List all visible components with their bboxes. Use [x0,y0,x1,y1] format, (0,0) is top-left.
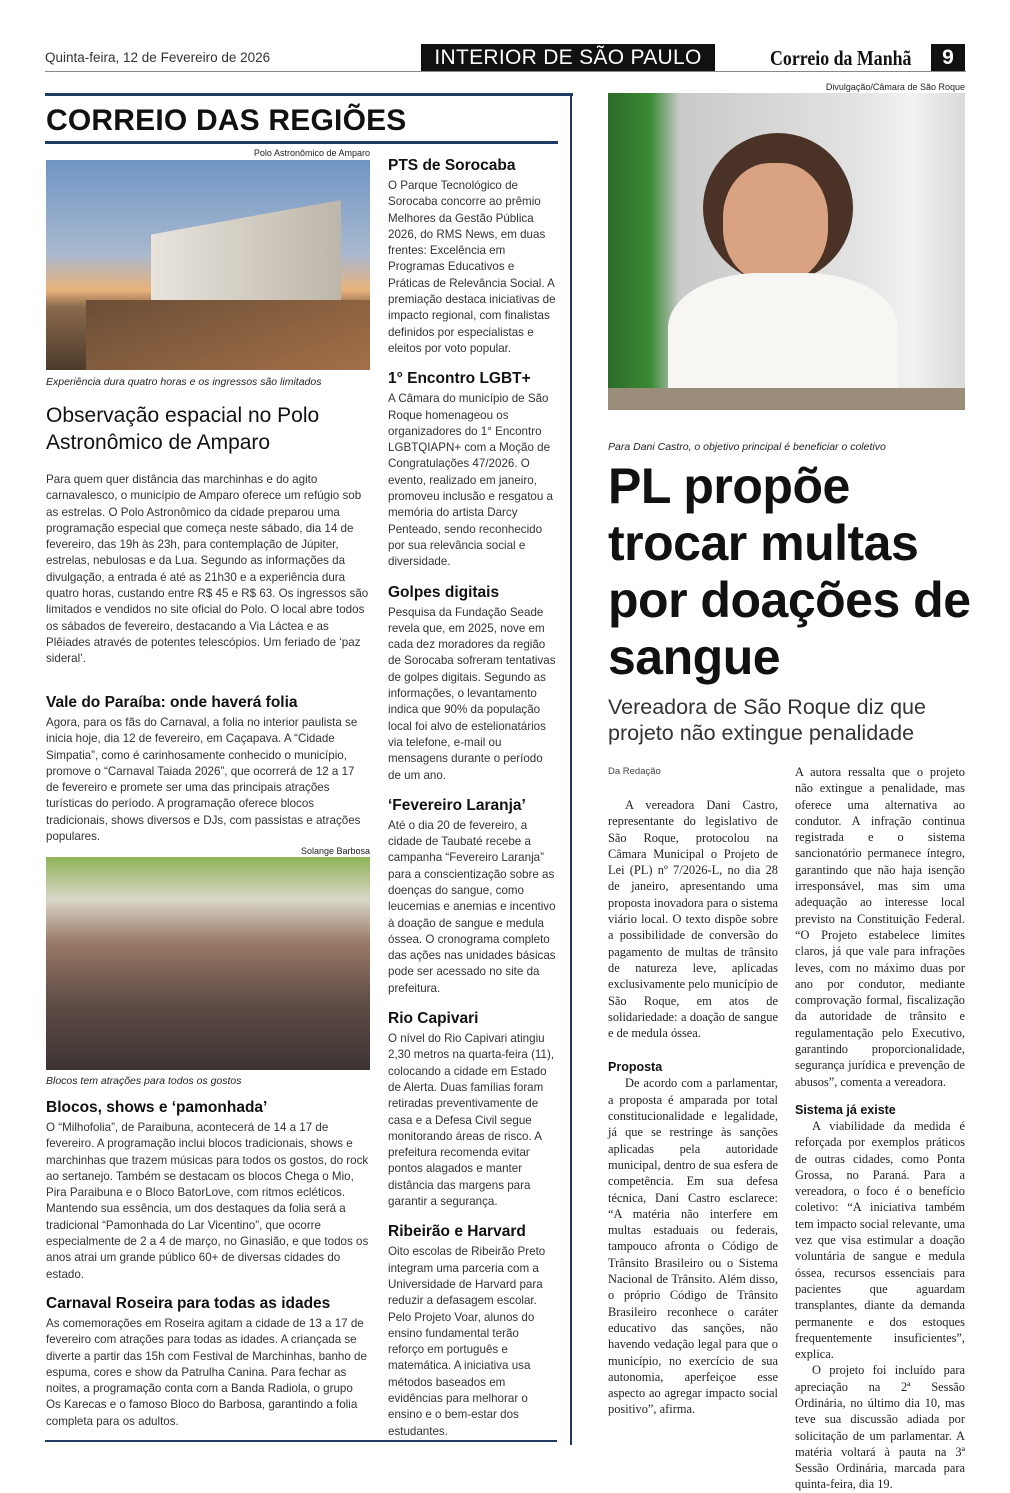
newspaper-logo: Correio da Manhã [770,46,912,70]
note-body: O nível do Rio Capivari atingiu 2,30 metros na quarta-feira (11), colocando a cidade em Estado de Alerta. Duas famílias foram retiradas preventivamente de casa e a Defesa Civil segue monitorando áreas de risco. A prefeitura recomenda evitar pontos alagados e manter distância das margens para garantir a segurança. [388,1032,555,1209]
byline: Da Redação [608,766,661,777]
photo-credit: Solange Barbosa [300,846,370,856]
photo-caption: Blocos tem atrações para todos os gostos [46,1075,242,1087]
note-body: Até o dia 20 de fevereiro, a cidade de Taubaté recebe a campanha “Fevereiro Laranja” para a conscientização sobre as doenças do sangue, como leucemias e anemias e incentivo à doação de sangue e medula óssea. O cronograma completo das ações nas unidades básicas pode ser acessado no site da prefeitura. [388,818,556,995]
lead-headline: Observação espacial no Polo Astronômico de Amparo [46,404,320,454]
note-headline: 1° Encontro LGBT+ [388,370,531,388]
note-headline: Golpes digitais [388,583,500,601]
note-headline: Rio Capivari [388,1010,479,1028]
article-paragraph: A viabilidade da medida é reforçada por exemplos práticos de outras cidades, como Ponta Grossa, no Paraná. Para a vereadora, o foco é o benefício coletivo: “A iniciativa também tem impacto social relevante, uma vez que visa estimular a doação voluntária de sangue e medula óssea, recursos essenciais para pacientes que aguardam transplantes, diante da demanda permanente e dos estoques frequentemente insuficientes”, explica. [795,1118,965,1362]
photo-credit: Polo Astronômico de Amparo [253,148,370,158]
edition-date: Quinta-feira, 12 de Fevereiro de 2026 [45,50,271,65]
article-paragraph: A vereadora Dani Castro, representante do legislativo de São Roque, protocolou na Câmara Municipal o Projeto de Lei (PL) nº 7/2026-L, no dia 28 de janeiro, apresentando uma proposta inovadora para o sistema viário local. O texto dispõe sobre a possibilidade de conversão do pagamento de multas de trânsito de natureza leve, aplicadas exclusivamente pelo município de São Roque, em atos de solidariedade: a doação de sangue e de medula óssea. [608,798,778,1041]
photo-caption: Para Dani Castro, o objetivo principal é beneficiar o coletivo [608,441,886,453]
blocos-headline: Blocos, shows e ‘pamonhada’ [46,1099,268,1116]
vale-body: Agora, para os fãs do Carnaval, a folia no interior paulista se inicia hoje, dia 12 de fevereiro, em Caçapava. A “Cidade Simpatia”, como é carinhosamente conhecido o município, promove o “Carnaval Taiada 2026”, que ocorrerá de 12 a 17 de fevereiro e promete ser uma das principais atrações turísticas do período. A programação oferece blocos tradicionais, shows diversos e DJs, com passistas e atrações populares. [46,716,361,844]
header-divider [45,71,966,72]
box-border-top [45,93,573,96]
box-border-right [570,93,572,1445]
subhead-sistema: Sistema já existe [795,1102,896,1117]
article-paragraph: O projeto foi incluído para apreciação na 2ª Sessão Ordinária, no último dia 10, mas teve sua discussão adiada por solicitação de um parlamentar. A matéria voltará à pauta na 3ª Sessão Ordinária, marcada para quinta-feira, dia 19. [795,1363,965,1492]
article-paragraph: A autora ressalta que o projeto não extingue a penalidade, mas oferece uma alternativa ao condutor. A infração continua registrada e o sistema sancionatório permanece íntegro, garantindo que não haja isenção irresponsável, mas sim uma adequação ao interesse local previsto na Constituição Federal. “O Projeto estabelece limites claros, já que vale para infrações leves, com no máximo duas por ano por condutor, mediante comprovação formal, fiscalização da autoridade de trânsito e regulamentação pelo Executivo, garantindo proporcionalidade, segurança jurídica e prevenção de abusos”, comenta a vereadora. [795,765,965,1089]
note-body: Oito escolas de Ribeirão Preto integram uma parceria com a Universidade de Harvard para reduzir a defasagem escolar. Pelo Projeto Voar, alunos do ensino fundamental terão reforço em português e matemática. A iniciativa usa métodos baseados em evidências para melhorar o ensino e o bem-estar dos estudantes. [388,1245,546,1438]
article-subtitle: Vereadora de São Roque diz que projeto não extingue penalidade [608,695,926,745]
note-headline: PTS de Sorocaba [388,157,516,174]
regions-title: CORREIO DAS REGIÕES [46,104,407,137]
note-headline: Ribeirão e Harvard [388,1223,526,1241]
lead-body: Para quem quer distância das marchinhas e do agito carnavalesco, o município de Amparo oferece um refúgio sob as estrelas. O Polo Astronômico da cidade preparou uma programação especial que começa neste sábado, dia 14 de fevereiro, das 19h às 23h, para contemplação de Júpiter, estrelas, nebulosas e da Lua. Segundo as informações da divulgação, a entrada é até as 21h30 e a experiência dura quatro horas, custando entre R$ 45 e R$ 63. Os ingressos são limitados e vendidos no site oficial do Polo. O local abre todos os sábados de fevereiro, destacando a Via Láctea e as Plêiades através de potentes telescópios. Um feriado de ‘paz sideral’. [46,473,369,666]
note-body: A Câmara do município de São Roque homenageou os organizadores do 1° Encontro LGBTQIAPN+ com a Moção de Congratulações 47/2026. O evento, realizado em janeiro, promoveu inclusão e resgatou a memória do artista Darcy Penteado, sendo reconhecido por sua relevância social e diversidade. [388,392,553,569]
observatory-photo [46,160,370,370]
councilwoman-photo [608,93,965,410]
photo-caption: Experiência dura quatro horas e os ingressos são limitados [46,376,322,388]
title-underline [45,141,558,144]
news-notes-column [388,156,558,1452]
note-body: O Parque Tecnológico de Sorocaba concorre ao prêmio Melhores da Gestão Pública 2026, do RMS News, em duas frentes: Excelência em Programas Educativos e Práticas de Relevância Social. A premiação destaca iniciativas de impacto regional, com finalistas definidos por especialistas e eleitos por voto popular. [388,179,556,355]
vale-headline: Vale do Paraíba: onde haverá folia [46,694,298,711]
note-headline: ‘Fevereiro Laranja’ [388,796,526,814]
blocos-body: O “Milhofolia”, de Paraibuna, acontecerá de 14 a 17 de fevereiro. A programação inclui blocos tradicionais, shows e marchinhas que trazem músicas para todos os gostos, do rock ao sertanejo. Também se destacam os blocos Chega o Mio, Pira Paraibuna e o Bloco BatorLove, com ritmos ecléticos. Mantendo sua essência, um dos destaques da folia será a tradicional “Pamonhada do Lar Vicentino”, que ocorre especialmente de 2 a 4 de março, no Ginasião, e que todos os anos atrai um grande público 60+ de diversas cidades do estado. [46,1121,369,1281]
note-body: Pesquisa da Fundação Seade revela que, em 2025, nove em cada dez moradores da região de Sorocaba sofreram tentativas de golpes digitais. Segundo as informações, o levantamento indica que 90% da população local foi alvo de estelionatários via telefone, e-mail ou mensagens durante o período de um ano. [388,605,556,782]
subhead-proposta: Proposta [608,1060,663,1075]
carnival-crowd-photo [46,857,370,1070]
section-label: INTERIOR DE SÃO PAULO [421,44,715,71]
article-column-2 [795,764,965,1493]
article-headline: PL propõe trocar multas por doações de sangue [608,458,971,685]
roseira-body: As comemorações em Roseira agitam a cidade de 13 a 17 de fevereiro com atrações para todas as idades. A criançada se diverte a partir das 15h com Festival de Marchinhas, banho de espuma, cores e show da Patrulha Canina. Para fechar as noites, a programação conta com a Banda Radiola, o grupo Os Karecas e o famoso Bloco do Barbosa, garantindo a folia completa para os adultos. [46,1317,367,1428]
page-number: 9 [931,44,965,71]
article-paragraph: De acordo com a parlamentar, a proposta é amparada por total constitucionalidade e legalidade, já que se restringe às sanções aplicadas pela autoridade municipal, dentro de sua esfera de competência. Em sua defesa técnica, Dani Castro esclarece: “A matéria não interfere em multas estaduais ou federais, tampouco afronta o Código de Trânsito Brasileiro ou o Sistema Nacional de Trânsito. Além disso, o próprio Código de Trânsito Brasileiro reconhece o caráter educativo das sanções, não havendo vedação legal para que o município, no exercício de sua autonomia, aperfeiçoe esse aspecto ao agregar impacto social positivo”, afirma. [608,1076,778,1417]
photo-credit: Divulgação/Câmara de São Roque [825,82,965,92]
roseira-headline: Carnaval Roseira para todas as idades [46,1295,331,1312]
article-column-1 [608,797,778,1418]
